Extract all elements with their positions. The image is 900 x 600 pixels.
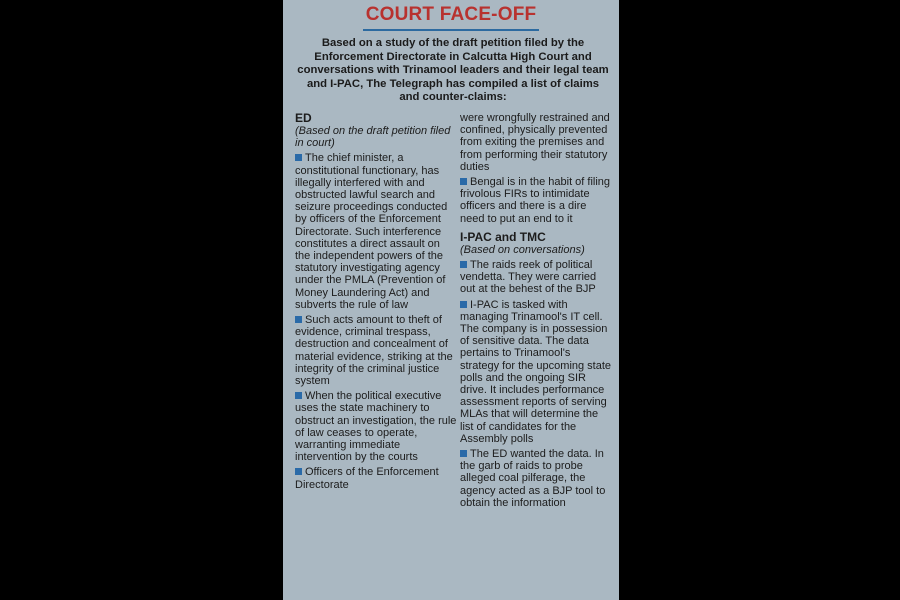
bullet-icon bbox=[295, 468, 302, 475]
bullet-icon bbox=[460, 450, 467, 457]
bullet-icon bbox=[460, 178, 467, 185]
bullet-icon bbox=[295, 316, 302, 323]
ed-claim-4: Officers of the Enforcement Directorate bbox=[295, 466, 439, 491]
bullet-icon bbox=[295, 154, 302, 161]
ed-subheading: (Based on the draft petition filed in court) bbox=[295, 125, 451, 150]
ed-claim-1: The chief minister, a constitutional functionary, has illegally interfered with and obstructed lawful search and seizure proceedings conducted by officers of the Enforcement Directorate. Such interference constitutes a direct assault on the independent powers of the statutory investigating agency under the PMLA (Prevention of Money Laundering Act) and subverts the rule of law bbox=[295, 152, 448, 311]
bullet-icon bbox=[460, 261, 467, 268]
ed-heading: ED bbox=[295, 111, 312, 125]
ipac-claim-1: The raids reek of political vendetta. They were carried out at the behest of the BJP bbox=[460, 259, 597, 296]
ipac-claim-2: I-PAC is tasked with managing Trinamool's IT cell. The company is in possession of sensitive data. The data pertains to Trinamool's strategy for the upcoming state polls and the ongoing SIR drive. It includes performance assessment reports of serving MLAs that will determine the list of candidates for the Assembly polls bbox=[460, 298, 612, 445]
article-panel bbox=[283, 0, 619, 600]
bullet-icon bbox=[460, 301, 467, 308]
right-column bbox=[460, 112, 612, 509]
headline: COURT FACE-OFF bbox=[365, 4, 537, 25]
bullet-icon bbox=[295, 392, 302, 399]
ed-claim-2: Such acts amount to theft of evidence, criminal trespass, destruction and concealment of material evidence, striking at the integrity of the criminal justice system bbox=[295, 314, 453, 388]
ipac-claim-3: The ED wanted the data. In the garb of raids to probe alleged coal pilferage, the agency acted as a BJP tool to obtain the information bbox=[460, 448, 606, 509]
intro-paragraph: Based on a study of the draft petition filed by the Enforcement Directorate in Calcutta High Court and conversations with Trinamool leaders and their legal team and I-PAC, The Telegraph has compiled a list of claims and counter-claims: bbox=[297, 37, 609, 103]
ipac-subheading: (Based on conversations) bbox=[460, 243, 585, 256]
ipac-heading: I-PAC and TMC bbox=[460, 229, 546, 244]
left-column bbox=[295, 112, 457, 491]
ed-claim-4-continued: were wrongfully restrained and confined, physically prevented from exiting the premises and from performing their statutory duties bbox=[460, 112, 610, 173]
ed-claim-3: When the political executive uses the state machinery to obstruct an investigation, the rule of law ceases to operate, warranting immediate intervention by the courts bbox=[295, 390, 457, 464]
headline-underline bbox=[363, 29, 539, 31]
ed-claim-5: Bengal is in the habit of filing frivolous FIRs to intimidate officers and there is a dire need to put an end to it bbox=[460, 176, 611, 225]
